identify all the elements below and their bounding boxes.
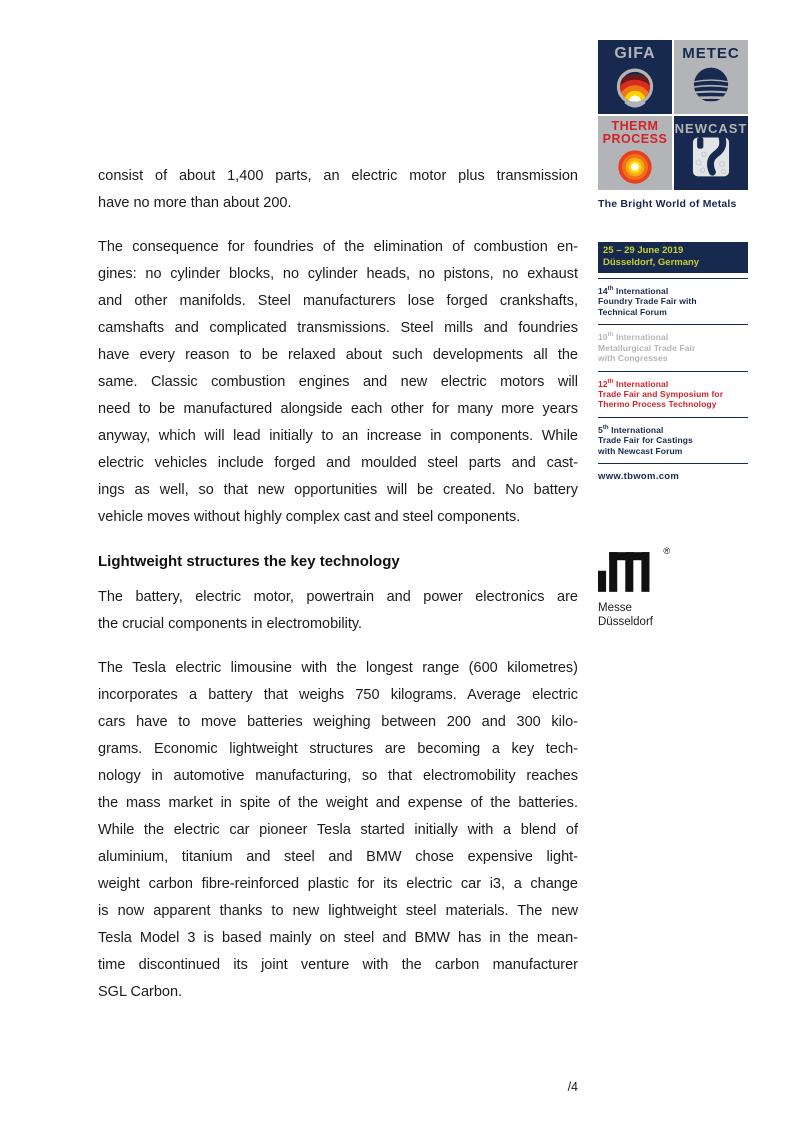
text-line: The consequence for foundries of the elimination of combustion en-	[98, 239, 578, 255]
gifa-logo-quadrant	[598, 40, 672, 114]
text-line: need to be manufactured alongside each other for many more years	[98, 401, 578, 417]
fair-title-line: Trade Fair for Castings	[598, 435, 693, 446]
gifa-wordmark: GIFA	[614, 45, 656, 62]
fair-title-line: Thermo Process Technology	[598, 399, 717, 410]
text-line: nology in automotive manufacturing, so that electromobility reaches	[98, 768, 578, 784]
text-line: anyway, which will lead initially to an increase in components. While	[98, 428, 578, 444]
text-line: the crucial components in electromobility.	[98, 616, 363, 632]
fair-list	[598, 278, 748, 463]
fair-title-line: Trade Fair and Symposium for	[598, 388, 724, 399]
text-line: The Tesla electric limousine with the longest range (600 kilometres)	[98, 660, 578, 676]
text-line: is now apparent thanks to new lightweight steel materials. The new	[98, 903, 578, 919]
text-line: aluminium, titanium and steel and BMW chose expensive light-	[98, 849, 578, 865]
messe-duesseldorf-logo	[598, 546, 718, 629]
article	[98, 163, 578, 1023]
text-line: the mass market in spite of the weight and expense of the batteries.	[98, 795, 578, 811]
fair-title-line: with Newcast Forum	[598, 445, 683, 456]
text-line: ings as well, so that new opportunities will be created. No battery	[98, 482, 578, 498]
fair-ordinal-line: 10th International	[598, 332, 669, 343]
tagline: The Bright World of Metals	[598, 198, 737, 210]
trade-fair-logo-block	[598, 40, 748, 190]
text-line: time discontinued its joint venture with the carbon manufacturer	[98, 957, 578, 973]
metec-logo-quadrant	[674, 40, 748, 114]
fair-title-line: Metallurgical Trade Fair	[598, 342, 696, 353]
website-link[interactable]: www.tbwom.com	[598, 463, 748, 482]
therm-process-sun-icon	[613, 146, 657, 190]
text-line: gines: no cylinder blocks, no cylinder heads, no pistons, no exhaust	[98, 266, 578, 282]
text-line: vehicle moves without highly complex cast and steel components.	[98, 509, 521, 525]
fair-title-line: Foundry Trade Fair with	[598, 296, 697, 307]
sidebar	[598, 40, 748, 482]
fair-ordinal-line: 12th International	[598, 378, 669, 389]
event-date: 25 – 29 June 2019	[603, 245, 684, 256]
text-line: grams. Economic lightweight structures are becoming a key tech-	[98, 741, 578, 757]
text-line: and other manifolds. Steel manufacturers lose forged crankshafts,	[98, 293, 578, 309]
metec-wordmark: METEC	[682, 45, 740, 62]
registered-trademark-symbol: ®	[663, 546, 670, 556]
text-line: consist of about 1,400 parts, an electric motor plus transmission	[98, 168, 578, 184]
gifa-ladle-icon	[609, 63, 661, 114]
fair-ordinal-line: 14th International	[598, 285, 669, 296]
paragraph	[98, 163, 578, 217]
therm-process-wordmark: THERM PROCESS	[602, 119, 668, 146]
paragraph	[98, 234, 578, 531]
text-line: cars have to move batteries weighing between 200 and 300 kilo-	[98, 714, 578, 730]
event-date-box	[598, 242, 748, 273]
event-location: Düsseldorf, Germany	[603, 257, 700, 268]
therm-process-logo-quadrant	[598, 116, 672, 190]
page-number: /4	[567, 1080, 578, 1094]
newcast-wordmark: NEWCAST	[674, 121, 748, 136]
text-line: same. Classic combustion engines and new electric motors will	[98, 374, 578, 390]
text-line: have every reason to be relaxed about such developments all the	[98, 347, 578, 363]
text-line: have no more than about 200.	[98, 195, 292, 211]
newcast-n-icon	[686, 136, 736, 187]
text-line: Tesla Model 3 is based mainly on steel and BMW has in the mean-	[98, 930, 578, 946]
newcast-logo-quadrant	[674, 116, 748, 190]
paragraph	[98, 655, 578, 1006]
text-line: The battery, electric motor, powertrain and power electronics are	[98, 589, 578, 605]
fair-entry	[598, 324, 748, 370]
fair-entry	[598, 278, 748, 324]
messe-duesseldorf-m-logo	[598, 579, 660, 596]
fair-entry	[598, 371, 748, 417]
text-line: SGL Carbon.	[98, 984, 183, 1000]
text-line: incorporates a battery that weighs 750 kilograms. Average electric	[98, 687, 578, 703]
paragraph	[98, 584, 578, 638]
text-line: electric vehicles include forged and moulded steel parts and cast-	[98, 455, 578, 471]
fair-ordinal-line: 5th International	[598, 424, 664, 435]
text-line: camshafts and complicated transmissions. Steel mills and foundries	[98, 320, 578, 336]
messe-duesseldorf-wordmark: Messe Düsseldorf	[598, 602, 653, 628]
fair-entry	[598, 417, 748, 463]
metec-globe-icon	[686, 62, 736, 114]
text-line: weight carbon fibre-reinforced plastic for its electric car i3, a change	[98, 876, 578, 892]
fair-title-line: Technical Forum	[598, 306, 667, 317]
fair-title-line: with Congresses	[598, 353, 668, 364]
section-heading: Lightweight structures the key technology	[98, 553, 400, 570]
text-line: While the electric car pioneer Tesla started initially with a blend of	[98, 822, 578, 838]
